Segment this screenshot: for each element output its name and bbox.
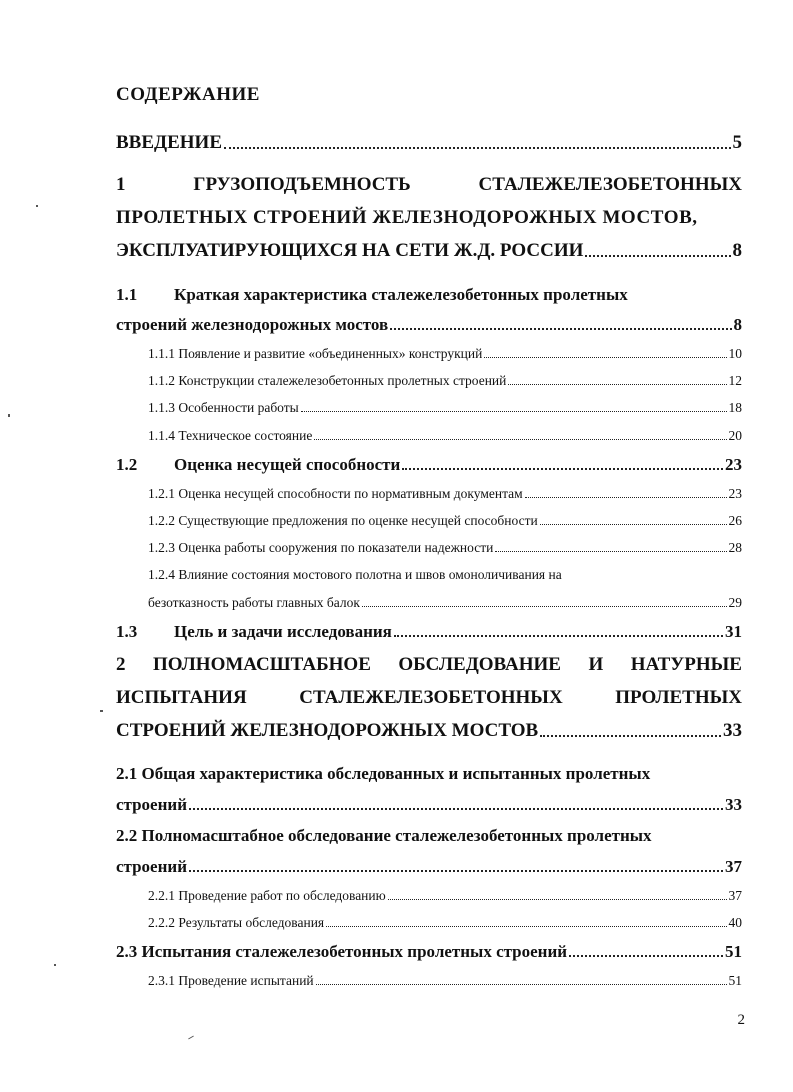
toc-section-2-1-line1[interactable]: 2.1 Общая характеристика обследованных и испытанных пролетных xyxy=(116,764,651,783)
leader-dots xyxy=(189,870,723,872)
toc-item-1-2-1[interactable]: 1.2.1 Оценка несущей способности по нормативным документам 23 xyxy=(148,486,742,501)
toc-item-1-1-3[interactable]: 1.1.3 Особенности работы 18 xyxy=(148,400,742,415)
leader-dots xyxy=(495,551,726,552)
toc-chapter-2-line3[interactable]: СТРОЕНИЙ ЖЕЛЕЗНОДОРОЖНЫХ МОСТОВ 33 xyxy=(116,720,742,741)
leader-dots xyxy=(301,411,727,412)
toc-chapter-2-line2: ИСПЫТАНИЯ СТАЛЕЖЕЛЕЗОБЕТОННЫХ ПРОЛЕТНЫХ xyxy=(116,687,742,708)
leader-dots xyxy=(585,255,730,257)
leader-dots xyxy=(326,926,726,927)
toc-item-1-2-2[interactable]: 1.2.2 Существующие предложения по оценке несущей способности 26 xyxy=(148,513,742,528)
scan-speck xyxy=(100,710,103,712)
toc-title: СОДЕРЖАНИЕ xyxy=(116,84,260,105)
toc-section-2-3[interactable]: 2.3 Испытания сталежелезобетонных пролетных строений 51 xyxy=(116,942,742,961)
scan-speck xyxy=(8,414,10,417)
toc-section-1-1-line1[interactable]: 1.1 Краткая характеристика сталежелезобетонных пролетных xyxy=(116,285,628,304)
page-number: 2 xyxy=(737,1012,745,1028)
toc-section-2-2-line1[interactable]: 2.2 Полномасштабное обследование сталежелезобетонных пролетных xyxy=(116,826,652,845)
scan-speck xyxy=(188,1036,194,1040)
leader-dots xyxy=(540,735,721,737)
toc-item-1-1-4[interactable]: 1.1.4 Техническое состояние 20 xyxy=(148,428,742,443)
toc-entry-intro[interactable]: ВВЕДЕНИЕ 5 xyxy=(116,132,742,153)
toc-chapter-2-line1[interactable]: 2 ПОЛНОМАСШТАБНОЕ ОБСЛЕДОВАНИЕ И НАТУРНЫЕ xyxy=(116,654,742,675)
toc-item-1-1-1[interactable]: 1.1.1 Появление и развитие «объединенных» конструкций 10 xyxy=(148,346,742,361)
leader-dots xyxy=(316,984,727,985)
leader-dots xyxy=(394,635,723,637)
toc-section-1-3[interactable]: 1.3 Цель и задачи исследования 31 xyxy=(116,622,742,641)
toc-section-2-1-line2[interactable]: строений 33 xyxy=(116,795,742,814)
toc-item-1-1-2[interactable]: 1.1.2 Конструкции сталежелезобетонных пролетных строений 12 xyxy=(148,373,742,388)
leader-dots xyxy=(525,497,727,498)
leader-dots xyxy=(390,328,731,330)
toc-chapter-1-line1[interactable]: 1 ГРУЗОПОДЪЕМНОСТЬ СТАЛЕЖЕЛЕЗОБЕТОННЫХ xyxy=(116,174,742,195)
toc-chapter-1-line3[interactable]: ЭКСПЛУАТИРУЮЩИХСЯ НА СЕТИ Ж.Д. РОССИИ 8 xyxy=(116,240,742,261)
leader-dots xyxy=(362,606,727,607)
toc-section-1-2[interactable]: 1.2 Оценка несущей способности 23 xyxy=(116,455,742,474)
toc-item-1-2-3[interactable]: 1.2.3 Оценка работы сооружения по показатели надежности 28 xyxy=(148,540,742,555)
leader-dots xyxy=(569,955,723,957)
leader-dots xyxy=(484,357,726,358)
scan-speck xyxy=(54,964,56,966)
toc-item-2-2-1[interactable]: 2.2.1 Проведение работ по обследованию 37 xyxy=(148,888,742,903)
leader-dots xyxy=(388,899,727,900)
scan-speck xyxy=(36,205,38,207)
leader-dots xyxy=(508,384,726,385)
leader-dots xyxy=(224,147,731,149)
leader-dots xyxy=(402,468,723,470)
toc-item-1-2-4-line2[interactable]: безотказность работы главных балок 29 xyxy=(148,595,742,610)
toc-section-1-1-line2[interactable]: строений железнодорожных мостов 8 xyxy=(116,315,742,334)
toc-item-2-2-2[interactable]: 2.2.2 Результаты обследования 40 xyxy=(148,915,742,930)
leader-dots xyxy=(540,524,727,525)
leader-dots xyxy=(314,439,726,440)
toc-chapter-1-line2: ПРОЛЕТНЫХ СТРОЕНИЙ ЖЕЛЕЗНОДОРОЖНЫХ МОСТОВ, xyxy=(116,207,698,228)
toc-item-2-3-1[interactable]: 2.3.1 Проведение испытаний 51 xyxy=(148,973,742,988)
toc-item-1-2-4-line1[interactable]: 1.2.4 Влияние состояния мостового полотна и швов омоноличивания на xyxy=(148,567,562,582)
leader-dots xyxy=(189,808,723,810)
toc-section-2-2-line2[interactable]: строений 37 xyxy=(116,857,742,876)
